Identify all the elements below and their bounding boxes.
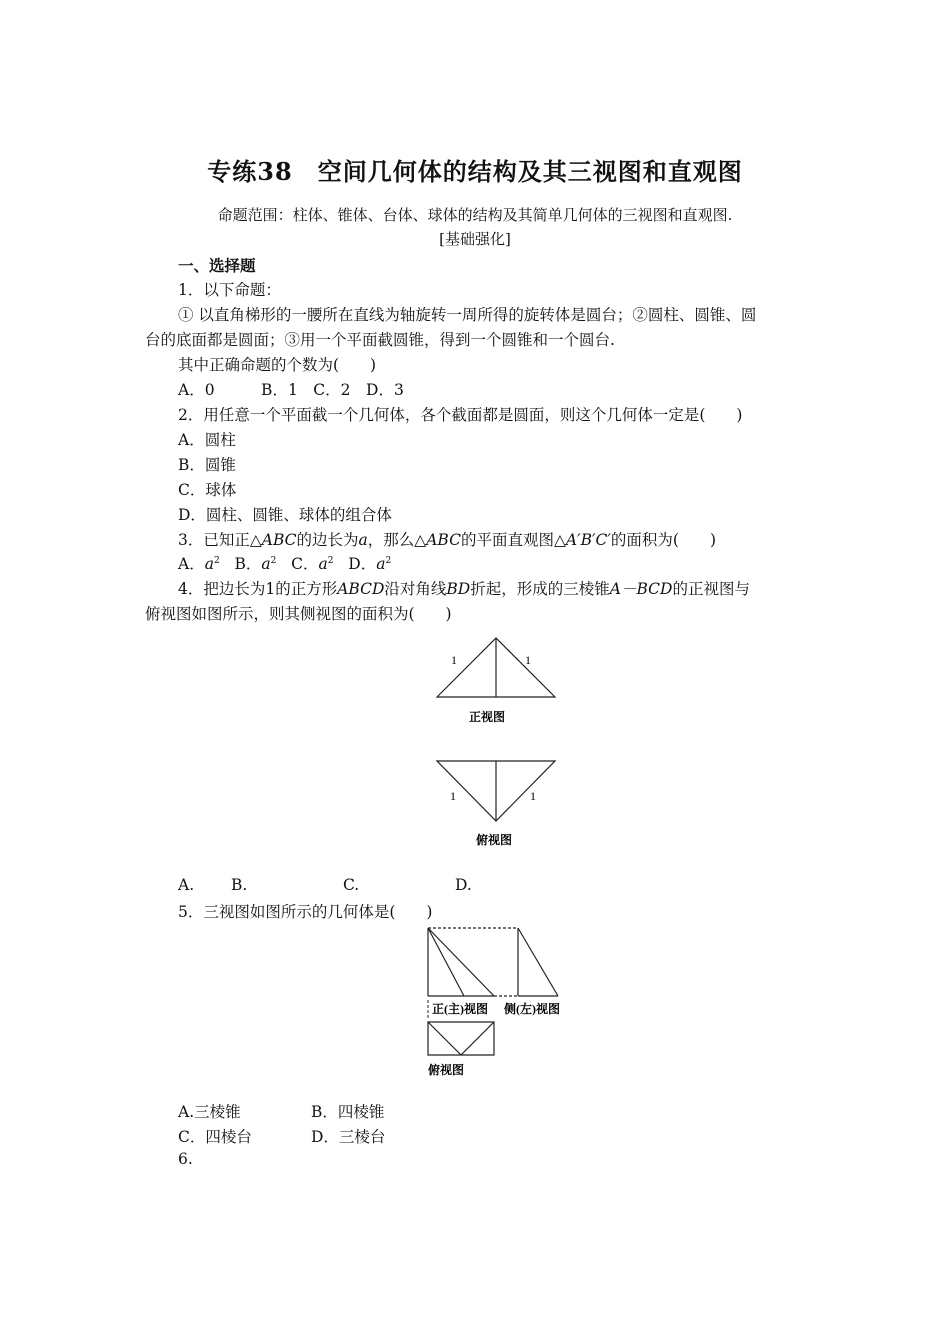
q2-option-a: A．圆柱 [178,431,236,449]
q2-option-c: C．球体 [178,481,237,499]
q4-option-c: C. [343,876,360,894]
q5-front-label: 正(主)视图 [432,1002,488,1016]
page-title: 专练38 空间几何体的结构及其三视图和直观图 [207,157,743,186]
section-heading: 一、选择题 [178,256,256,275]
q1-options: A．0 B．1 C．2 D．3 [178,381,404,399]
q5-figure [420,924,570,1082]
q5-side-label: 侧(左)视图 [504,1002,560,1016]
q3-stem: 3．已知正△ABC的边长为a，那么△ABC的平面直观图△A′B′C′的面积为( ) [178,531,716,549]
q1-line1: ① 以直角梯形的一腰所在直线为轴旋转一周所得的旋转体是圆台；②圆柱、圆锥、圆 [178,306,757,324]
q2-option-b: B．圆锥 [178,456,236,474]
q5-front-view [428,928,518,996]
q6-stem: 6. [178,1150,193,1168]
q2-option-d: D．圆柱、圆锥、球体的组合体 [178,506,392,524]
q1-ask: 其中正确命题的个数为( ) [178,356,377,374]
q5-side-view [494,928,558,996]
q4-top-edge-right: 1 [530,789,536,803]
q4-figure [420,630,580,855]
q4-front-view [437,638,555,697]
q4-stem: 4．把边长为1的正方形ABCD沿对角线BD折起，形成的三棱锥A－BCD的正视图与 [178,580,750,598]
q1-stem: 1．以下命题： [178,281,281,299]
q5-option-c: C．四棱台 [178,1128,252,1146]
q4-line2: 俯视图如图所示，则其侧视图的面积为( ) [145,605,452,623]
q5-option-d: D．三棱台 [311,1128,386,1146]
q4-top-edge-left: 1 [450,789,456,803]
q5-option-a: A.三棱锥 [178,1103,241,1121]
q5-top-view [428,1022,494,1055]
q4-front-label: 正视图 [468,710,506,724]
q4-option-a: A. [178,876,195,894]
q4-option-d: D. [455,876,472,894]
section-tag: [基础强化] [439,230,511,248]
q2-stem: 2．用任意一个平面截一个几何体，各个截面都是圆面，则这个几何体一定是( ) [178,406,743,424]
q5-stem: 5．三视图如图所示的几何体是( ) [178,903,433,921]
q4-front-edge-right: 1 [525,653,531,667]
q4-option-b: B. [231,876,248,894]
q4-front-edge-left: 1 [451,653,457,667]
q4-top-label: 俯视图 [475,833,513,847]
scope-text: 命题范围：柱体、锥体、台体、球体的结构及其简单几何体的三视图和直观图. [217,206,733,224]
q1-line2: 台的底面都是圆面；③用一个平面截圆锥，得到一个圆锥和一个圆台. [145,331,615,349]
q5-option-b: B．四棱锥 [311,1103,385,1121]
q5-top-label: 俯视图 [427,1063,465,1077]
q3-options: A．$a^2$ B．$a^2$ C．$a^2$ D．$a^2$ [178,555,392,573]
